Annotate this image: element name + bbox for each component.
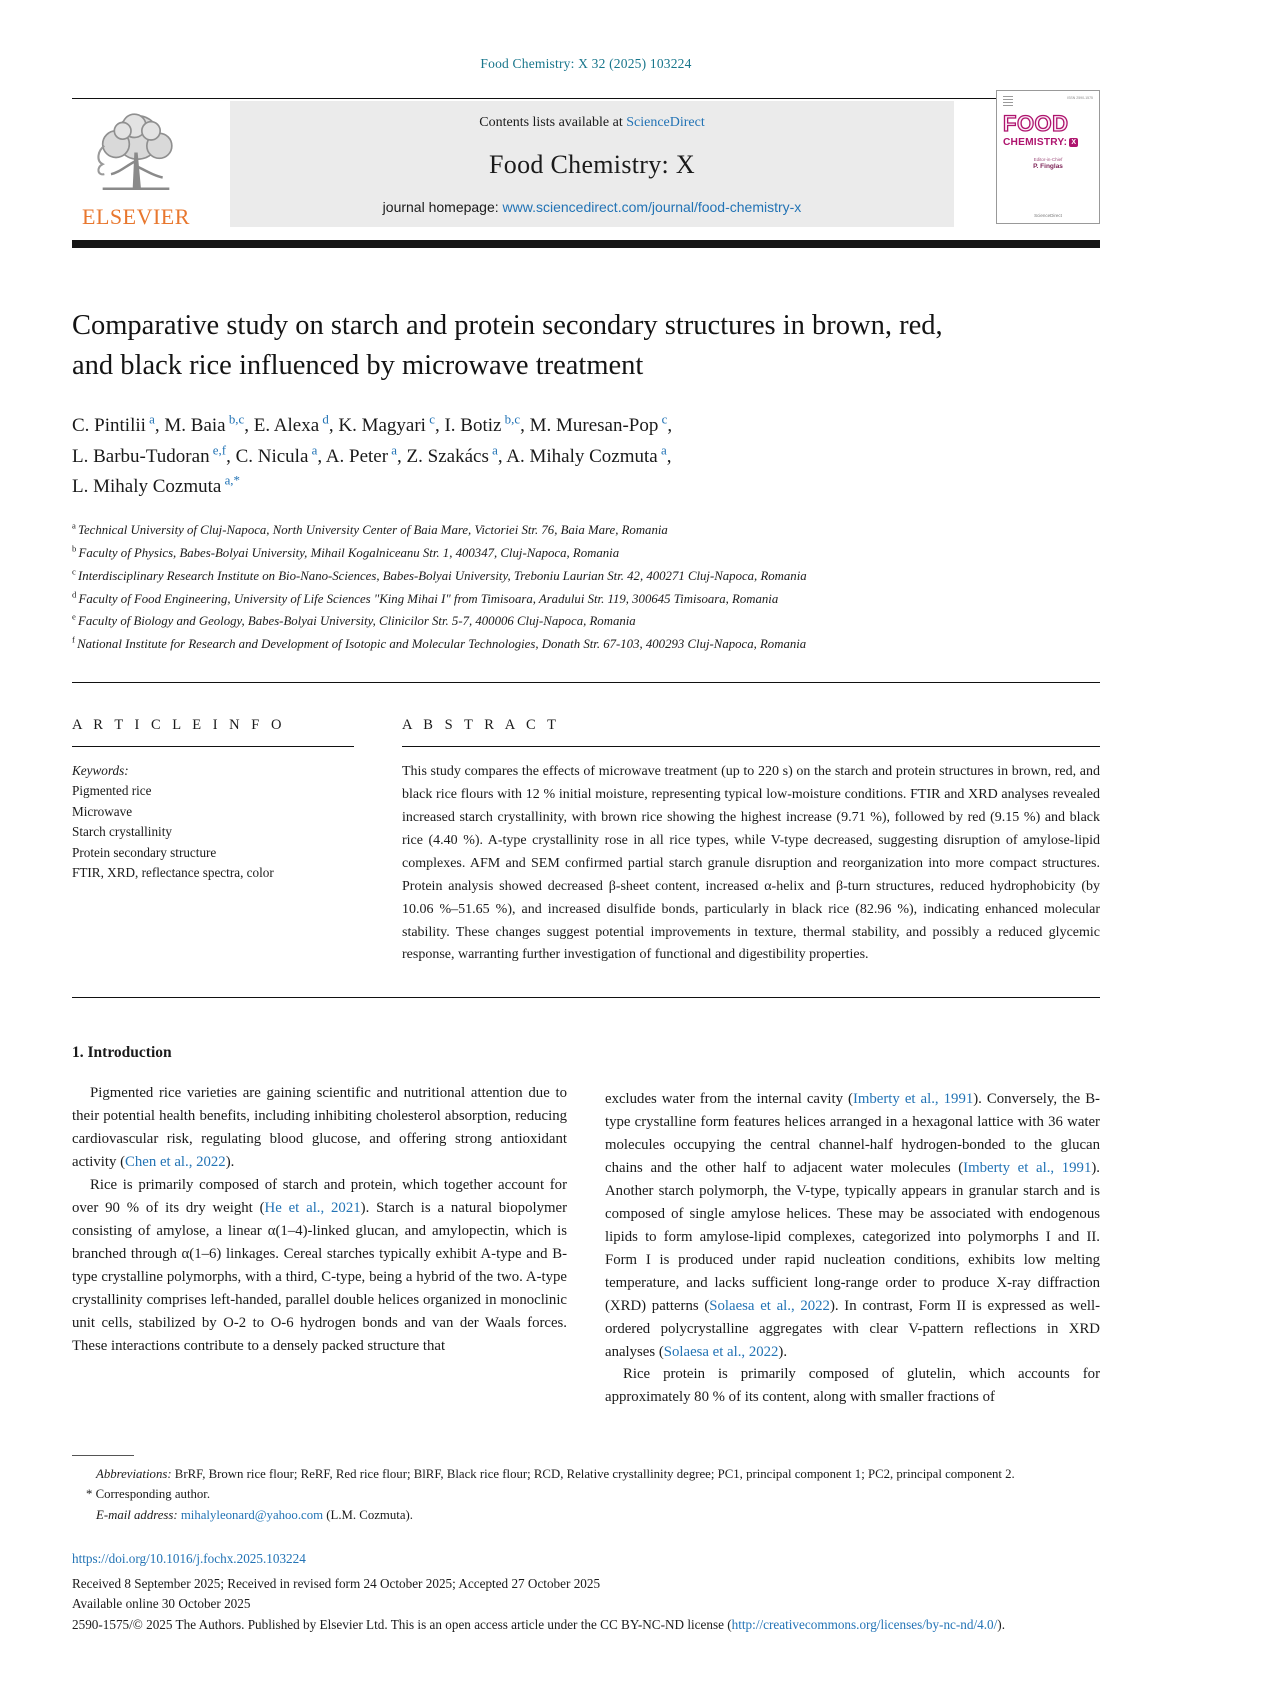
info-abstract-section: [72, 717, 1100, 968]
text-link[interactable]: www.sciencedirect.com/journal/food-chemistry-x: [502, 199, 802, 215]
text-segment: Interdisciplinary Research Institute on Bio-Nano-Sciences, Babes-Bolyai University, Treboniu Laurian Str. 42, 400271 Cluj-Napoca, Romania: [78, 568, 807, 583]
header-row: [72, 101, 1100, 230]
text-link[interactable]: http://creativecommons.org/licenses/by-nc-nd/4.0/: [731, 1616, 998, 1632]
keywords-list: [72, 781, 354, 883]
abstract-rule: [402, 746, 1100, 747]
abstract-column: [402, 717, 1100, 968]
text-segment: e: [72, 612, 79, 623]
journal-title: Food Chemistry: X: [489, 150, 695, 179]
text-segment: Rice is primarily composed of starch and protein, which together account for over 90 % of its dry weight (: [72, 1177, 567, 1217]
article-info-rule: [72, 746, 354, 747]
text-segment: ). Starch is a natural biopolymer consisting of amylose, a linear α(1–4)-linked glucan, and amylopectin, which is branched through α(1–6) linkages. Cereal starches typically exhibit A-type and B-type crystalline polymorphs, with a third, C-type, being a hybrid of the two. A-type crystallinity comprises left-handed, parallel double helices organized in monoclinic unit cells, stabilized by O-2 to O-6 hydrogen bonds and van der Waals forces. These interactions contribute to a densely packed structure that: [72, 1200, 567, 1354]
article-title: Comparative study on starch and protein secondary structures in brown, red, and black rice influenced by microwave treatment: [72, 310, 943, 382]
text-segment: , M. Baia: [154, 414, 226, 436]
text-link[interactable]: d: [319, 411, 329, 427]
journal-banner: [230, 101, 954, 227]
text-segment: , M. Muresan-Pop: [520, 414, 659, 436]
email-note: [72, 1505, 1100, 1525]
copyright-line: [72, 1615, 1100, 1635]
text-link[interactable]: a: [145, 411, 155, 427]
text-link[interactable]: ScienceDirect: [626, 115, 705, 130]
body-paragraph: [72, 1174, 567, 1357]
text-segment: Faculty of Biology and Geology, Babes-Bolyai University, Clinicilor Str. 5-7, 400006 Cluj-Napoca, Romania: [78, 614, 636, 629]
article-info-heading: A R T I C L E I N F O: [72, 716, 286, 733]
affiliation-line: [72, 519, 1100, 542]
text-segment: c: [72, 566, 79, 577]
text-segment: BrRF, Brown rice flour; ReRF, Red rice flour; BlRF, Black rice flour; RCD, Relative crystallinity degree; PC1, principal component 1; PC2, principal component 2.: [171, 1466, 1015, 1481]
text-link[interactable]: a: [308, 442, 318, 458]
corresponding-author-note: [72, 1484, 1100, 1504]
cover-x-badge-icon: X: [1069, 138, 1078, 147]
affiliation-list: [72, 519, 1100, 656]
text-segment: National Institute for Research and Development of Isotopic and Molecular Technologies, Donath Str. 67-103, 400293 Cluj-Napoca, Romania: [77, 637, 807, 652]
text-segment: C. Pintilii: [72, 414, 146, 436]
cover-issn: ISSN 2590-1575: [1067, 96, 1093, 100]
text-segment: a: [72, 520, 79, 531]
footnote-block: [72, 1455, 1100, 1635]
elsevier-wordmark: ELSEVIER: [82, 204, 190, 229]
text-link[interactable]: b,c: [501, 411, 521, 427]
text-segment: , I. Botiz: [434, 414, 502, 436]
text-segment: , C. Nicula: [226, 445, 309, 467]
text-link[interactable]: c: [658, 411, 668, 427]
text-segment: ). In contrast, Form II is expressed as well-ordered polycrystalline aggregates with clear V-pattern reflections in XRD analyses (: [605, 1297, 1100, 1360]
cover-chemistry-wordmark: [1003, 137, 1093, 148]
keyword-item: Protein secondary structure: [72, 844, 217, 860]
header-black-bar: [72, 240, 1100, 248]
doi-link-line: [72, 1549, 1100, 1569]
keyword-item: Starch crystallinity: [72, 824, 172, 840]
affiliation-line: [72, 633, 1100, 656]
body-paragraph: [72, 1082, 567, 1174]
keywords-label: Keywords:: [72, 762, 129, 778]
cover-food-wordmark: FOOD: [1003, 111, 1069, 136]
text-link[interactable]: https://doi.org/10.1016/j.fochx.2025.103224: [72, 1551, 306, 1567]
journal-cover-thumbnail[interactable]: [996, 90, 1100, 224]
text-segment: Contents lists available at: [479, 115, 627, 130]
author-list: [72, 411, 932, 503]
text-segment: * Corresponding author.: [86, 1487, 211, 1502]
affiliation-line: [72, 542, 1100, 565]
text-link[interactable]: c: [425, 411, 435, 427]
journal-citation: Food Chemistry: X 32 (2025) 103224: [480, 56, 692, 71]
available-online: Available online 30 October 2025: [72, 1596, 251, 1612]
header-top-rule: [72, 98, 1059, 99]
text-link[interactable]: Solaesa et al., 2022: [709, 1297, 830, 1314]
keyword-item: Microwave: [72, 803, 133, 819]
text-segment: Rice protein is primarily composed of glutelin, which accounts for approximately 80 % of its content, along with smaller fractions of: [605, 1366, 1100, 1406]
introduction-heading: 1. Introduction: [72, 1044, 172, 1062]
text-segment: Technical University of Cluj-Napoca, North University Center of Baia Mare, Victoriei Str. 76, Baia Mare, Romania: [78, 523, 668, 538]
text-segment: ,: [666, 445, 672, 467]
text-link[interactable]: mihalyleonard@yahoo.com: [180, 1507, 324, 1522]
text-segment: d: [72, 589, 79, 600]
received-dates: Received 8 September 2025; Received in revised form 24 October 2025; Accepted 27 October 2025: [72, 1575, 601, 1591]
text-segment: , K. Magyari: [328, 414, 426, 436]
affiliation-line: [72, 565, 1100, 588]
text-segment: excludes water from the internal cavity (: [605, 1091, 853, 1108]
cover-crest-icon: [1003, 96, 1013, 108]
text-link[interactable]: He et al., 2021: [264, 1200, 361, 1217]
divider-rule: [72, 997, 1100, 998]
cover-top-row: [1003, 96, 1093, 108]
keyword-item: Pigmented rice: [72, 783, 152, 799]
text-link[interactable]: e,f: [209, 442, 227, 458]
body-paragraph: [605, 1088, 1100, 1363]
abbreviations-note: [72, 1464, 1100, 1484]
text-segment: ).: [225, 1154, 235, 1171]
text-segment: 2590-1575/© 2025 The Authors. Published by Elsevier Ltd. This is an open access article under the CC BY-NC-ND license (: [72, 1616, 732, 1632]
text-segment: Faculty of Food Engineering, University of Life Sciences "King Mihai I" from Timisoara, Aradului Str. 119, 300645 Timisoara, Romania: [78, 591, 779, 606]
text-segment: , E. Alexa: [244, 414, 320, 436]
text-link[interactable]: a: [657, 442, 667, 458]
text-segment: , Z. Szakács: [397, 445, 489, 467]
text-segment: , A. Peter: [317, 445, 389, 467]
text-segment: ). Another starch polymorph, the V-type, typically appears in granular starch and is composed of single amylose helices. These may be associated with endogenous lipids to form amylose-lipid complexes, categorized into polymorphs I and II. Form I is produced under rapid nucleation conditions, exhibits low melting temperature, and lacks sufficient long-range order to produce X-ray diffraction (XRD) patterns (: [605, 1160, 1100, 1314]
cover-publisher: ScienceDirect: [1034, 213, 1062, 218]
contents-lists-line: [240, 115, 944, 131]
intro-left-column: [72, 1044, 567, 1409]
footnote-rule: [72, 1455, 134, 1456]
text-link[interactable]: Imberty et al., 1991: [852, 1091, 974, 1108]
text-segment: f: [72, 634, 78, 645]
text-segment: ).: [997, 1616, 1005, 1632]
text-link[interactable]: b,c: [225, 411, 245, 427]
text-segment: ). Conversely, the B-type crystalline form features helices arranged in a hexagonal lattice with 36 water molecules occupying the central channel-half hydrogen-bonded to the glucan chains and the other half to adjacent water molecules (: [605, 1091, 1100, 1177]
intro-right-column: [605, 1044, 1100, 1409]
text-link[interactable]: Solaesa et al., 2022: [663, 1343, 779, 1360]
text-segment: ).: [778, 1343, 788, 1360]
author-line: [72, 411, 932, 442]
text-link[interactable]: a: [488, 442, 498, 458]
elsevier-tree-icon: [86, 109, 186, 201]
text-segment: (L.M. Cozmuta).: [323, 1507, 413, 1522]
body-paragraph: [605, 1363, 1100, 1409]
introduction-section: [72, 1044, 1100, 1409]
text-segment: ,: [667, 414, 673, 436]
abstract-heading: A B S T R A C T: [402, 716, 560, 733]
author-line: [72, 442, 932, 473]
text-segment: b: [72, 543, 79, 554]
text-segment: Pigmented rice varieties are gaining scientific and nutritional attention due to their potential health benefits, including inhibiting cholesterol absorption, reducing cardiovascular risk, regulating blood glucose, and offering strong antioxidant activity (: [72, 1085, 567, 1171]
cover-chemistry-text: CHEMISTRY:: [1003, 136, 1068, 148]
article-info-column: [72, 717, 354, 968]
text-link[interactable]: Chen et al., 2022: [125, 1154, 226, 1171]
text-segment: , A. Mihaly Cozmuta: [497, 445, 658, 467]
affiliation-line: [72, 610, 1100, 633]
journal-homepage-line: [240, 199, 944, 215]
abbreviations-text: [96, 1467, 1015, 1481]
text-segment: E-mail address:: [96, 1507, 181, 1522]
elsevier-logo-block[interactable]: [72, 101, 200, 230]
affiliation-line: [72, 588, 1100, 611]
text-segment: Abbreviations:: [96, 1466, 172, 1481]
journal-header: [72, 98, 1100, 248]
author-line: [72, 472, 932, 503]
keyword-item: FTIR, XRD, reflectance spectra, color: [72, 865, 274, 881]
text-segment: L. Mihaly Cozmuta: [72, 476, 222, 498]
cover-editor-label: Editor-in-Chief: [1033, 156, 1063, 162]
text-link[interactable]: a,*: [221, 473, 240, 489]
text-segment: L. Barbu-Tudoran: [72, 445, 210, 467]
cover-editor-name: P. Finglas: [1033, 162, 1063, 170]
publication-details: [72, 1549, 1100, 1635]
abstract-text: This study compares the effects of microwave treatment (up to 220 s) on the starch and protein structures in brown, red, and black rice flours with 12 % initial moisture, representing typical low-moisture conditions. FTIR and XRD analyses revealed increased starch crystallinity, with brown rice showing the highest increase (9.71 %), followed by red (9.15 %) and black rice (4.40 %). A-type crystallinity rose in all rice types, while V-type decreased, suggesting disruption of amylose-lipid complexes. AFM and SEM confirmed partial starch granule disruption and reorganization into more compact structures. Protein analysis showed decreased β-sheet content, increased α-helix and β-turn structures, reduced hydrophobicity (by 10.06 %–51.65 %), and increased disulfide bonds, particularly in black rice (82.96 %), indicating enhanced molecular stability. These changes suggest potential improvements in texture, thermal stability, and possibly a reduced glycemic response, warranting further investigation of functional and digestibility properties.: [402, 763, 1100, 963]
text-link[interactable]: Imberty et al., 1991: [963, 1160, 1092, 1177]
text-link[interactable]: a: [388, 442, 398, 458]
text-segment: journal homepage:: [382, 199, 503, 215]
text-segment: Faculty of Physics, Babes-Bolyai University, Mihail Kogalniceanu Str. 1, 400347, Cluj-Napoca, Romania: [78, 546, 620, 560]
divider-rule: [72, 682, 1100, 683]
